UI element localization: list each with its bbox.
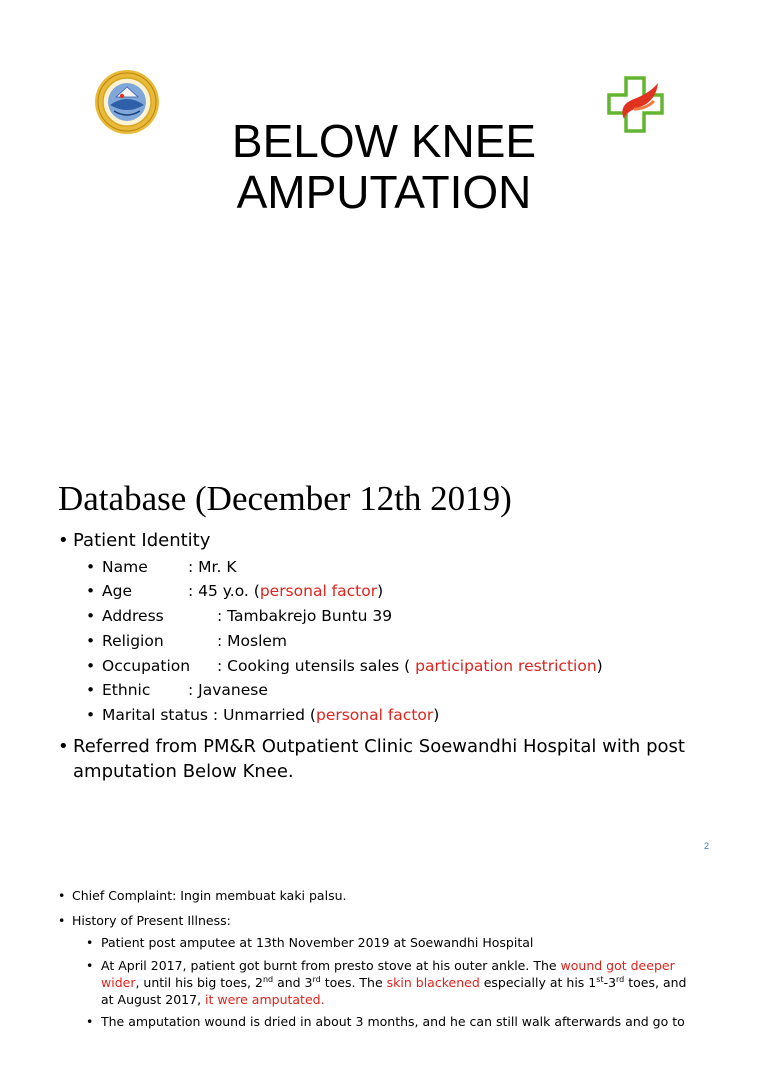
text-run: and 3 — [273, 975, 313, 990]
history-slide — [0, 866, 768, 1066]
text-run: -3 — [603, 975, 617, 990]
text-run: , until his big toes, 2 — [135, 975, 263, 990]
history-sub-item — [86, 1013, 701, 1030]
referral-item — [58, 734, 708, 784]
field-name — [86, 555, 237, 579]
bullet-icon: • — [86, 935, 94, 950]
bullet-icon: • — [86, 706, 96, 724]
field-label: Address — [102, 607, 164, 625]
field-value: : Mr. K — [188, 558, 237, 576]
field-value: : Javanese — [188, 681, 268, 699]
field-label: Name — [102, 558, 148, 576]
field-age — [86, 579, 383, 603]
field-value: : Moslem — [217, 632, 288, 650]
field-note: participation restriction — [415, 657, 597, 675]
bullet-icon: • — [86, 632, 96, 650]
history-sub-text — [86, 957, 701, 1008]
field-label: Occupation — [102, 657, 191, 675]
field-label: Marital status — [102, 706, 208, 724]
field-value: : 45 y.o. ( — [188, 582, 260, 600]
field-label: Age — [102, 582, 132, 600]
field-marital-status — [86, 703, 439, 727]
highlight-text: it were amputated. — [205, 992, 325, 1007]
highlight-text: wound got deeper — [560, 958, 675, 973]
patient-identity-item — [58, 528, 210, 553]
slide-title-line-1: BELOW KNEE — [231, 115, 537, 167]
patient-identity-label: Patient Identity — [73, 530, 211, 551]
field-ethnic — [86, 678, 268, 702]
text-run: especially at his 1 — [479, 975, 597, 990]
field-religion — [86, 629, 287, 653]
superscript: st — [596, 974, 604, 984]
bullet-icon: • — [58, 530, 69, 551]
chief-complaint-text: Chief Complaint: Ingin membuat kaki palsu. — [72, 888, 347, 903]
bullet-icon: • — [86, 607, 96, 625]
superscript: rd — [616, 974, 625, 984]
history-sub-text: The amputation wound is dried in about 3 months, and he can still walk afterwards and go to — [101, 1014, 685, 1029]
highlight-text: skin blackened — [386, 975, 480, 990]
text-run: At April 2017, patient got burnt from presto stove at his outer ankle. The — [101, 958, 561, 973]
field-close: ) — [596, 657, 603, 675]
field-close: ) — [433, 706, 440, 724]
text-run: toes. The — [320, 975, 387, 990]
field-note: personal factor — [259, 582, 378, 600]
field-address — [86, 604, 392, 628]
field-close: ) — [377, 582, 384, 600]
bullet-icon: • — [58, 888, 66, 903]
referral-text: Referred from PM&R Outpatient Clinic Soewandhi Hospital with post amputation Below Knee. — [73, 736, 685, 782]
page-number: 2 — [704, 841, 710, 851]
text-run: toes, and at August 2017, — [101, 975, 687, 1007]
chief-complaint-item — [58, 887, 346, 905]
bullet-icon: • — [86, 1014, 94, 1029]
field-label: Ethnic — [102, 681, 151, 699]
bullet-icon: • — [86, 657, 96, 675]
history-sub-item — [86, 934, 701, 951]
title-slide — [0, 0, 768, 420]
history-sub-item — [86, 957, 701, 1008]
field-label: Religion — [102, 632, 164, 650]
bullet-icon: • — [86, 582, 96, 600]
superscript: nd — [262, 974, 274, 984]
field-note: personal factor — [315, 706, 434, 724]
history-sub-text: Patient post amputee at 13th November 2019 at Soewandhi Hospital — [101, 935, 534, 950]
bullet-icon: • — [58, 913, 66, 928]
slide-title: Database (December 12th 2019) — [58, 479, 512, 518]
history-item — [58, 912, 231, 930]
field-occupation — [86, 654, 603, 678]
superscript: rd — [312, 974, 321, 984]
bullet-icon: • — [86, 958, 94, 973]
bullet-icon: • — [86, 681, 96, 699]
highlight-text: wider — [101, 975, 136, 990]
bullet-icon: • — [58, 736, 69, 757]
bullet-icon: • — [86, 558, 96, 576]
field-value: : Tambakrejo Buntu 39 — [217, 607, 393, 625]
history-label: History of Present Illness: — [72, 913, 231, 928]
slide-title-line-2: AMPUTATION — [236, 166, 532, 218]
database-slide — [0, 460, 768, 860]
field-value: : Cooking utensils sales ( — [217, 657, 416, 675]
field-value: : Unmarried ( — [208, 706, 316, 724]
